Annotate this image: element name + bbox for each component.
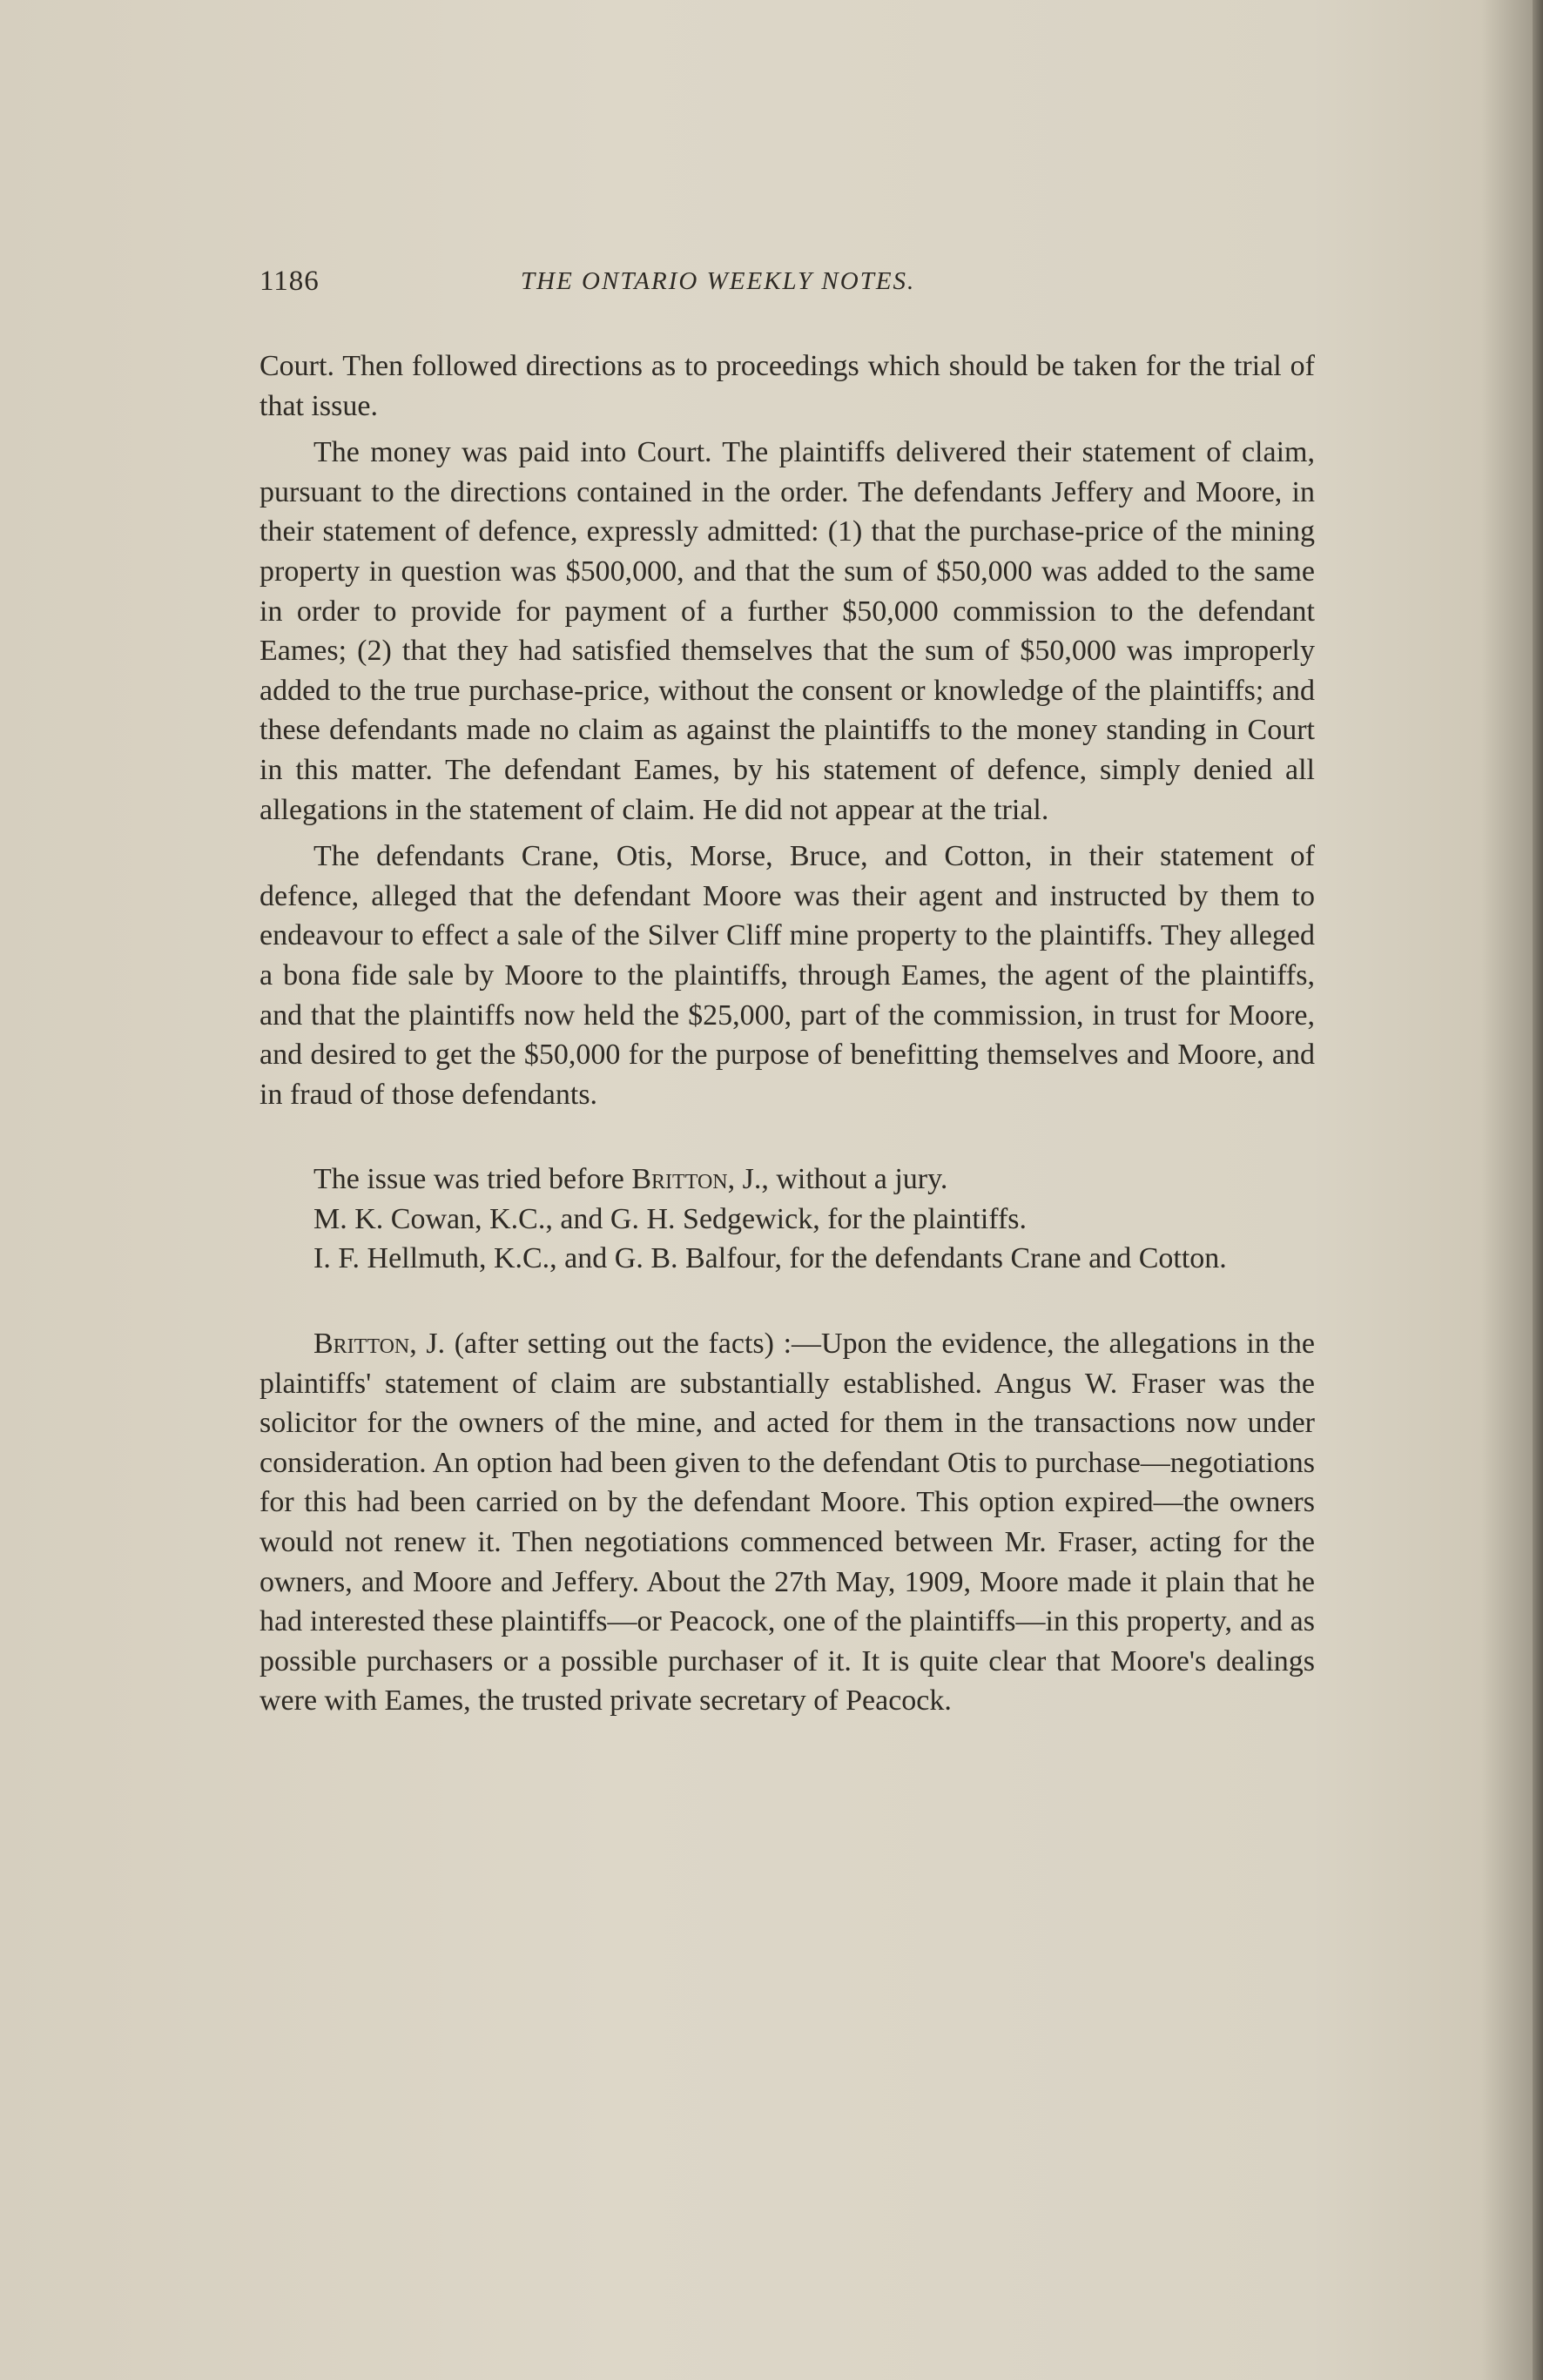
book-edge xyxy=(1533,0,1543,2380)
page-header xyxy=(259,266,1315,300)
paragraph-pleadings: The money was paid into Court. The plaintiffs delivered their statement of claim, pursuant to the directions contained in the order. The defendants Jeffery and Moore, in their statement of defence, expressly admitted: (1) that the purchase-price of the mining property in question was $500,000, and that the sum of $50,000 was added to the same in order to provide for payment of a further $50,000 commission to the defendant Eames; (2) that they had satisfied themselves that the sum of $50,000 was improperly added to the true purchase-price, without the consent or knowledge of the plaintiffs; and these defendants made no claim as against the plaintiffs to the money standing in Court in this matter. The defendant Eames, by his statement of defence, simply denied all allegations in the statement of claim. He did not appear at the trial. xyxy=(259,436,1315,826)
judgment-judge-name: Britton xyxy=(313,1328,410,1361)
paragraph-defence: The defendants Crane, Otis, Morse, Bruce, and Cotton, in their statement of defence, alleged that the defendant Moore was their agent and instructed by them to endeavour to effect a sale of the Silver Cliff mine property to the plaintiffs. They alleged a bona fide sale by Moore to the plaintiffs, through Eames, the agent of the plaintiffs, and that the plaintiffs now held the $25,000, part of the commission, in trust for Moore, and desired to get the $50,000 for the purpose of benefitting themselves and Moore, and in fraud of those defendants. xyxy=(259,840,1315,1111)
trial-statement: The issue was tried before Britton, J., without a jury. xyxy=(313,1163,948,1196)
judgment-paragraph xyxy=(259,1324,1315,1721)
judgment-text: , J. (after setting out the facts) :—Upon the evidence, the allegations in the plaintiffs' statement of claim are substantially established. Angus W. Fraser was the solicitor for the owners of the mine, and acted for them in the transactions now under consideration. An option had been given to the defendant Otis to purchase—negotiations for this had been carried on by the defendant Moore. This option expired—the owners would not renew it. Then negotiations commenced between Mr. Fraser, acting for the owners, and Moore and Jeffery. About the 27th May, 1909, Moore made it plain that he had interested these plaintiffs—or Peacock, one of the plaintiffs—in this property, and as possible purchasers or a possible purchaser of it. It is quite clear that Moore's dealings were with Eames, the trusted private secretary of Peacock. xyxy=(259,1328,1315,1718)
counsel-defendants: I. F. Hellmuth, K.C., and G. B. Balfour, for the defendants Crane and Cotton. xyxy=(313,1242,1227,1275)
paragraph-continuation: Court. Then followed directions as to proceedings which should be taken for the trial of that issue. xyxy=(259,350,1315,422)
counsel-plaintiffs: M. K. Cowan, K.C., and G. H. Sedgewick, for the plaintiffs. xyxy=(313,1202,1028,1235)
trial-judge-name: Britton xyxy=(631,1163,728,1196)
body-text xyxy=(259,346,1315,1721)
running-head: THE ONTARIO WEEKLY NOTES. xyxy=(521,267,916,295)
page-number: 1186 xyxy=(259,266,320,297)
